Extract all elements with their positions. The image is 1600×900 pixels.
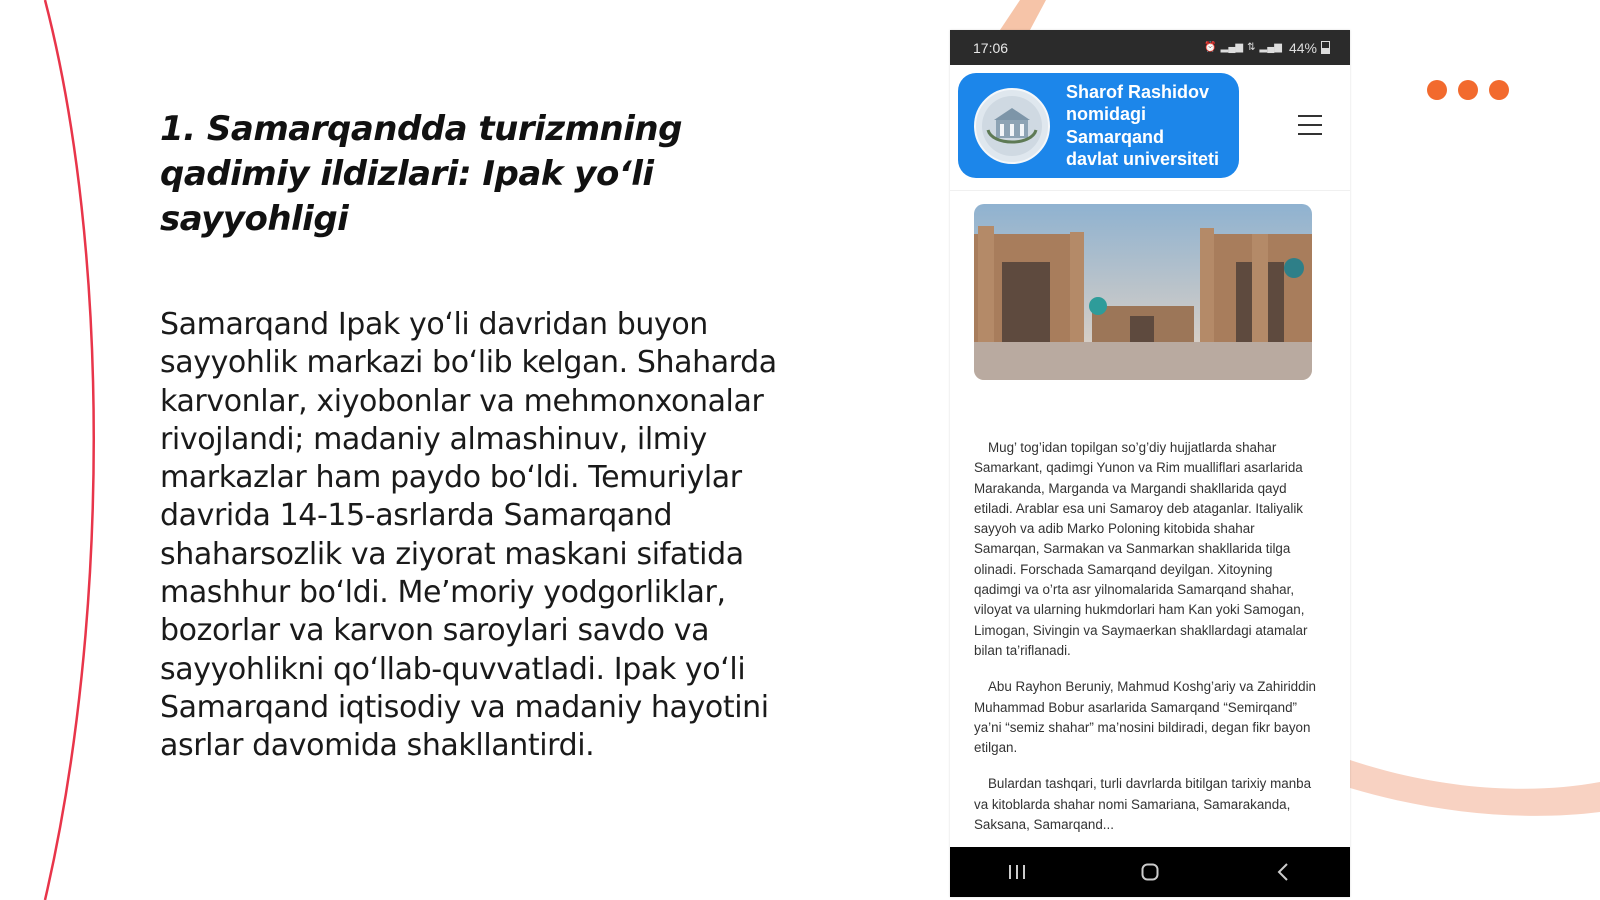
article-text (974, 438, 1319, 851)
orange-dot (1427, 80, 1447, 100)
top-peach-stroke (1000, 0, 1046, 30)
android-nav-bar (950, 847, 1350, 897)
orange-dot (1458, 80, 1478, 100)
article-paragraph: Mug’ tog’idan topilgan so’g’diy hujjatlarda shahar Samarkant, qadimgi Yunon va Rim mualliflari asarlarida Marakanda, Marganda va Margandi shakllarida qayd etiladi. Arablar esa uni Samaroy deb ataganlar. Italiyalik sayyoh va adib Marko Poloning kitobida shahar Samarqan, Sarmakan va Sanmarkan shakllarida tilga olinadi. Forschada Samarqand deyilgan. Xitoyning qadimgi va o’rta asr yilnomalarida Samarqand shahar, viloyat va ularning hukmdorlari ham Kan yoki Samogan, Limogan, Sivingin va Saymaerkan shakllardagi atamalar bilan ta’riflanadi. (974, 440, 1308, 658)
status-time: 17:06 (973, 39, 1009, 56)
battery-percent: 44% (1288, 39, 1317, 56)
university-logo (974, 88, 1050, 164)
status-icons (1204, 40, 1330, 56)
university-name (1066, 81, 1219, 171)
university-brand[interactable] (958, 73, 1239, 178)
bottom-peach-swoosh (1350, 760, 1600, 816)
home-icon[interactable] (1120, 847, 1180, 897)
alarm-icon: ⏰ (1204, 42, 1217, 53)
battery-icon (1321, 41, 1330, 54)
university-name-line: Sharof Rashidov (1066, 81, 1210, 102)
back-icon[interactable] (1253, 847, 1313, 897)
university-name-line: nomidagi (1066, 104, 1146, 124)
article-paragraph: Abu Rayhon Beruniy, Mahmud Koshg’ariy va Zahiriddin Muhammad Bobur asarlarida Samarqand “Semirqand” ya’ni “semiz shahar” ma’nosini bildiradi, degan fikr bayon etilgan. (974, 679, 1316, 756)
signal-icon: ▂▄▆ (1220, 42, 1244, 53)
hamburger-menu-icon[interactable] (1298, 115, 1322, 135)
decorative-dots (1427, 80, 1509, 100)
status-bar (950, 30, 1350, 65)
data-icon: ⇅ (1247, 42, 1256, 53)
article-paragraph: Bulardan tashqari, turli davrlarda bitilgan tarixiy manba va kitoblarda shahar nomi Samariana, Samarakanda, Saksana, Samarqand... (974, 776, 1312, 833)
left-red-curve (45, 0, 94, 900)
signal-icon: ▂▄▆ (1259, 42, 1282, 53)
app-header (950, 65, 1350, 191)
phone-screenshot (950, 30, 1350, 897)
university-name-line: davlat universiteti (1066, 149, 1220, 169)
orange-dot (1489, 80, 1509, 100)
slide-body-text: Samarqand Ipak yo‘li davridan buyon sayyohlik markazi bo‘lib kelgan. Shaharda karvonlar, xiyobonlar va mehmonxonalar rivojlandi; madaniy almashinuv, ilmiy markazlar ham paydo bo‘ldi. Temuriylar davrida 14-15-asrlarda Samarqand shaharsozlik va ziyorat maskani sifatida mashhur bo‘ldi. Me’moriy yodgorliklar, bozorlar va karvon saroylari savdo va sayyohlikni qo‘llab-quvvatladi. Ipak yo‘li Samarqand iqtisodiy va madaniy hayotini asrlar davomida shakllantirdi. (160, 307, 777, 764)
university-name-line: Samarqand (1066, 126, 1165, 147)
registan-photo (974, 204, 1312, 380)
slide-title: 1. Samarqandda turizmning qadimiy ildizlari: Ipak yo‘li sayyohligi (160, 109, 682, 239)
recent-apps-icon[interactable] (987, 847, 1047, 897)
